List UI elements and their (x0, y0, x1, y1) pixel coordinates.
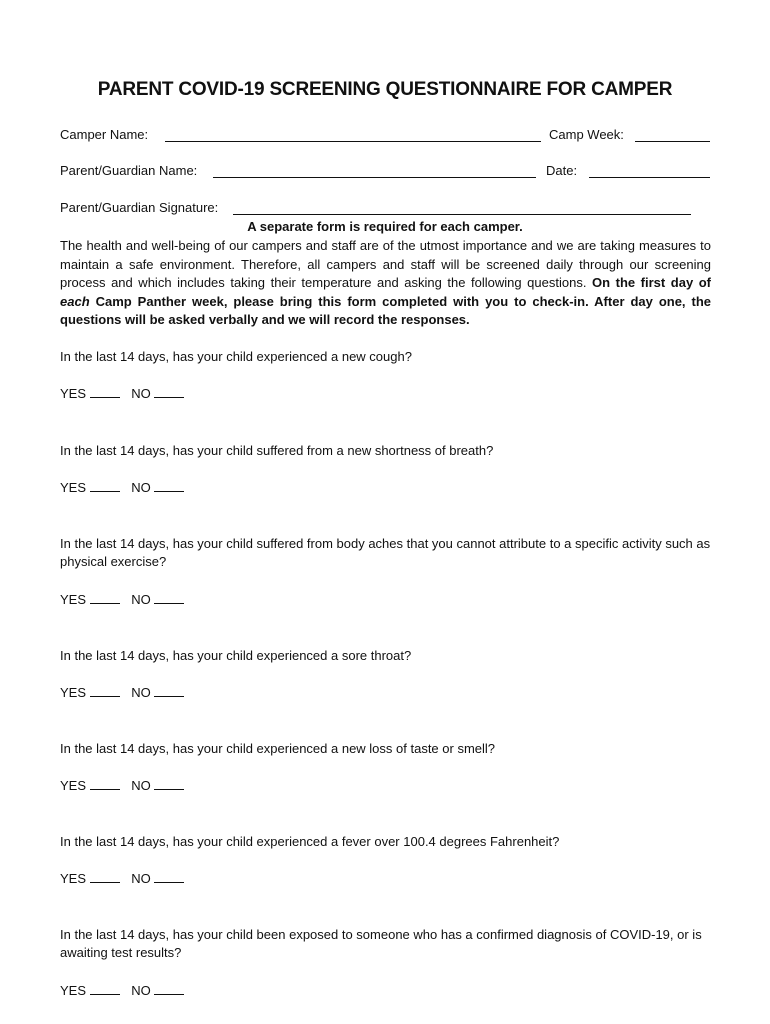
camper-name-label: Camper Name: (60, 127, 149, 142)
question-6: In the last 14 days, has your child experienced a fever over 100.4 degrees Fahrenheit? (60, 834, 560, 849)
yes-label: YES (60, 480, 87, 495)
no-answer-blank[interactable] (154, 778, 184, 790)
intro-instruction-start: On the first day of (592, 275, 711, 291)
yes-label: YES (60, 983, 87, 998)
date-label: Date: (546, 163, 578, 178)
question-5: In the last 14 days, has your child experienced a new loss of taste or smell? (60, 741, 496, 756)
no-label: NO (131, 386, 151, 401)
question-4: In the last 14 days, has your child experienced a sore throat? (60, 648, 412, 663)
camper-name-field[interactable] (165, 141, 541, 142)
no-label: NO (131, 983, 151, 998)
yes-answer-blank[interactable] (90, 386, 120, 398)
no-answer-blank[interactable] (154, 592, 184, 604)
no-label: NO (131, 480, 151, 495)
guardian-signature-field[interactable] (233, 214, 691, 215)
guardian-signature-label: Parent/Guardian Signature: (60, 200, 219, 215)
yes-label: YES (60, 871, 87, 886)
yes-label: YES (60, 685, 87, 700)
answer-row-7 (60, 983, 184, 998)
camp-week-field[interactable] (635, 141, 710, 142)
yes-label: YES (60, 592, 87, 607)
no-label: NO (131, 778, 151, 793)
answer-row-1 (60, 386, 184, 401)
answer-row-3 (60, 592, 184, 607)
answer-row-2 (60, 480, 184, 495)
date-field[interactable] (589, 177, 710, 178)
no-answer-blank[interactable] (154, 871, 184, 883)
no-label: NO (131, 685, 151, 700)
intro-instruction-end: Camp Panther week, please bring this form completed with you to check-in. After day one, the questions will be asked verbally and we will record the responses. (60, 293, 711, 328)
question-2: In the last 14 days, has your child suffered from a new shortness of breath? (60, 443, 494, 458)
question-1: In the last 14 days, has your child experienced a new cough? (60, 349, 412, 364)
guardian-name-label: Parent/Guardian Name: (60, 163, 198, 178)
no-answer-blank[interactable] (154, 983, 184, 995)
intro-text: The health and well-being of our campers and staff are of the utmost importance and we are taking measures to maintain a safe environment. Therefore, all campers and staff will be screened daily through our screening process and which includes taking their temperature and asking the following questions. (60, 238, 711, 291)
yes-answer-blank[interactable] (90, 592, 120, 604)
no-label: NO (131, 592, 151, 607)
intro-paragraph (60, 237, 711, 330)
camp-week-label: Camp Week: (549, 127, 624, 142)
yes-answer-blank[interactable] (90, 871, 120, 883)
no-answer-blank[interactable] (154, 685, 184, 697)
yes-label: YES (60, 778, 87, 793)
guardian-name-field[interactable] (213, 177, 536, 178)
answer-row-6 (60, 871, 184, 886)
yes-answer-blank[interactable] (90, 778, 120, 790)
yes-answer-blank[interactable] (90, 480, 120, 492)
yes-answer-blank[interactable] (90, 685, 120, 697)
intro-instruction-emphasis: each (60, 293, 90, 309)
question-7: In the last 14 days, has your child been exposed to someone who has a confirmed diagnosis of COVID-19, or is awaiting test results? (60, 927, 702, 960)
question-3: In the last 14 days, has your child suffered from body aches that you cannot attribute to a specific activity such as physical exercise? (60, 536, 711, 569)
answer-row-4 (60, 685, 184, 700)
no-label: NO (131, 871, 151, 886)
separate-form-note: A separate form is required for each camper. (247, 219, 523, 234)
yes-answer-blank[interactable] (90, 983, 120, 995)
page-title: PARENT COVID-19 SCREENING QUESTIONNAIRE FOR CAMPER (97, 79, 673, 100)
no-answer-blank[interactable] (154, 386, 184, 398)
no-answer-blank[interactable] (154, 480, 184, 492)
yes-label: YES (60, 386, 87, 401)
answer-row-5 (60, 778, 184, 793)
